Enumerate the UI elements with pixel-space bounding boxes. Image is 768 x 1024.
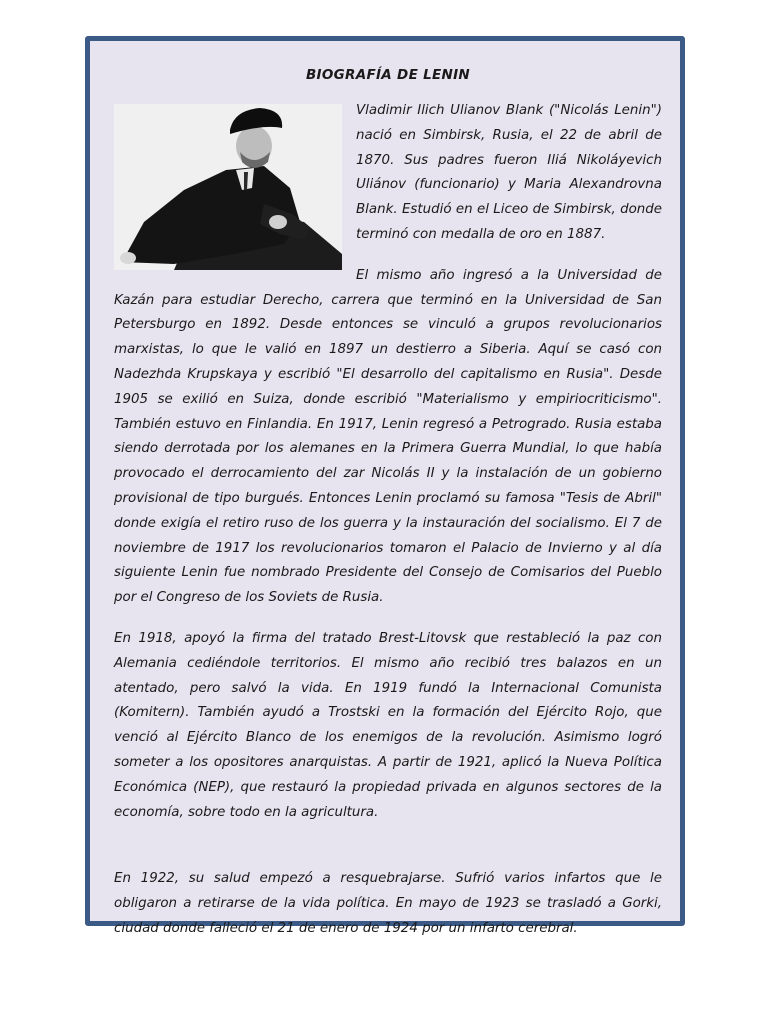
document-frame [85,36,685,936]
paragraph-2: El mismo año ingresó a la Universidad de Kazán para estudiar Derecho, carrera que terminó en la Universidad de San Petersburgo en 1892. Desde entonces se vinculó a grupos revolucionarios marxistas, lo que le valió en 1897 un destierro a Siberia. Aquí se casó con Nadezhda Krupskaya y escribió "El desarrollo del capitalismo en Rusia". Desde 1905 se exilió en Suiza, donde escribió "Materialismo y empiriocriticismo". También estuvo en Finlandia. En 1917, Lenin regresó a Petrogrado. Rusia estaba siendo derrotada por los alemanes en la Primera Guerra Mundial, lo que había provocado el derrocamiento del zar Nicolás II y la instalación de un gobierno provisional de tipo burgués. Entonces Lenin proclamó su famosa "Tesis de Abril" donde exigía el retiro ruso de los guerra y la instauración del socialismo. El 7 de noviembre de 1917 los revolucionarios tomaron el Palacio de Invierno y al día siguiente Lenin fue nombrado Presidente del Consejo de Comisarios del Pueblo por el Congreso de los Soviets de Rusia. [114,267,662,606]
document-title: BIOGRAFÍA DE LENIN [305,67,471,83]
portrait-illustration [114,104,342,270]
document-content [114,65,662,958]
paragraph-4: En 1922, su salud empezó a resquebrajarse. Sufrió varios infartos que le obligaron a retirarse de la vida política. En mayo de 1923 se trasladó a Gorki, ciudad donde falleció el 21 de enero de 1924 por un infarto cerebral. [114,871,662,936]
paragraph-gap [114,841,662,867]
paragraph-1: Vladimir Ilich Ulianov Blank ("Nicolás Lenin") nació en Simbirsk, Rusia, el 22 de abril de 1870. Sus padres fueron Iliá Nikoláyevich Uliánov (funcionario) y Maria Alexandrovna Blank. Estudió en el Liceo de Simbirsk, donde terminó con medalla de oro en 1887. [356,103,662,242]
paragraph-3: En 1918, apoyó la firma del tratado Brest-Litovsk que restableció la paz con Alemania cediéndole territorios. El mismo año recibió tres balazos en un atentado, pero salvó la vida. En 1919 fundó la Internacional Comunista (Komitern). También ayudó a Trostski en la formación del Ejército Rojo, que venció al Ejército Blanco de los enemigos de la revolución. Asimismo logró someter a los opositores anarquistas. A partir de 1921, aplicó la Nueva Política Económica (NEP), que restauró la propiedad privada en algunos sectores de la economía, sobre todo en la agricultura. [114,630,662,820]
portrait-photo [114,104,342,270]
